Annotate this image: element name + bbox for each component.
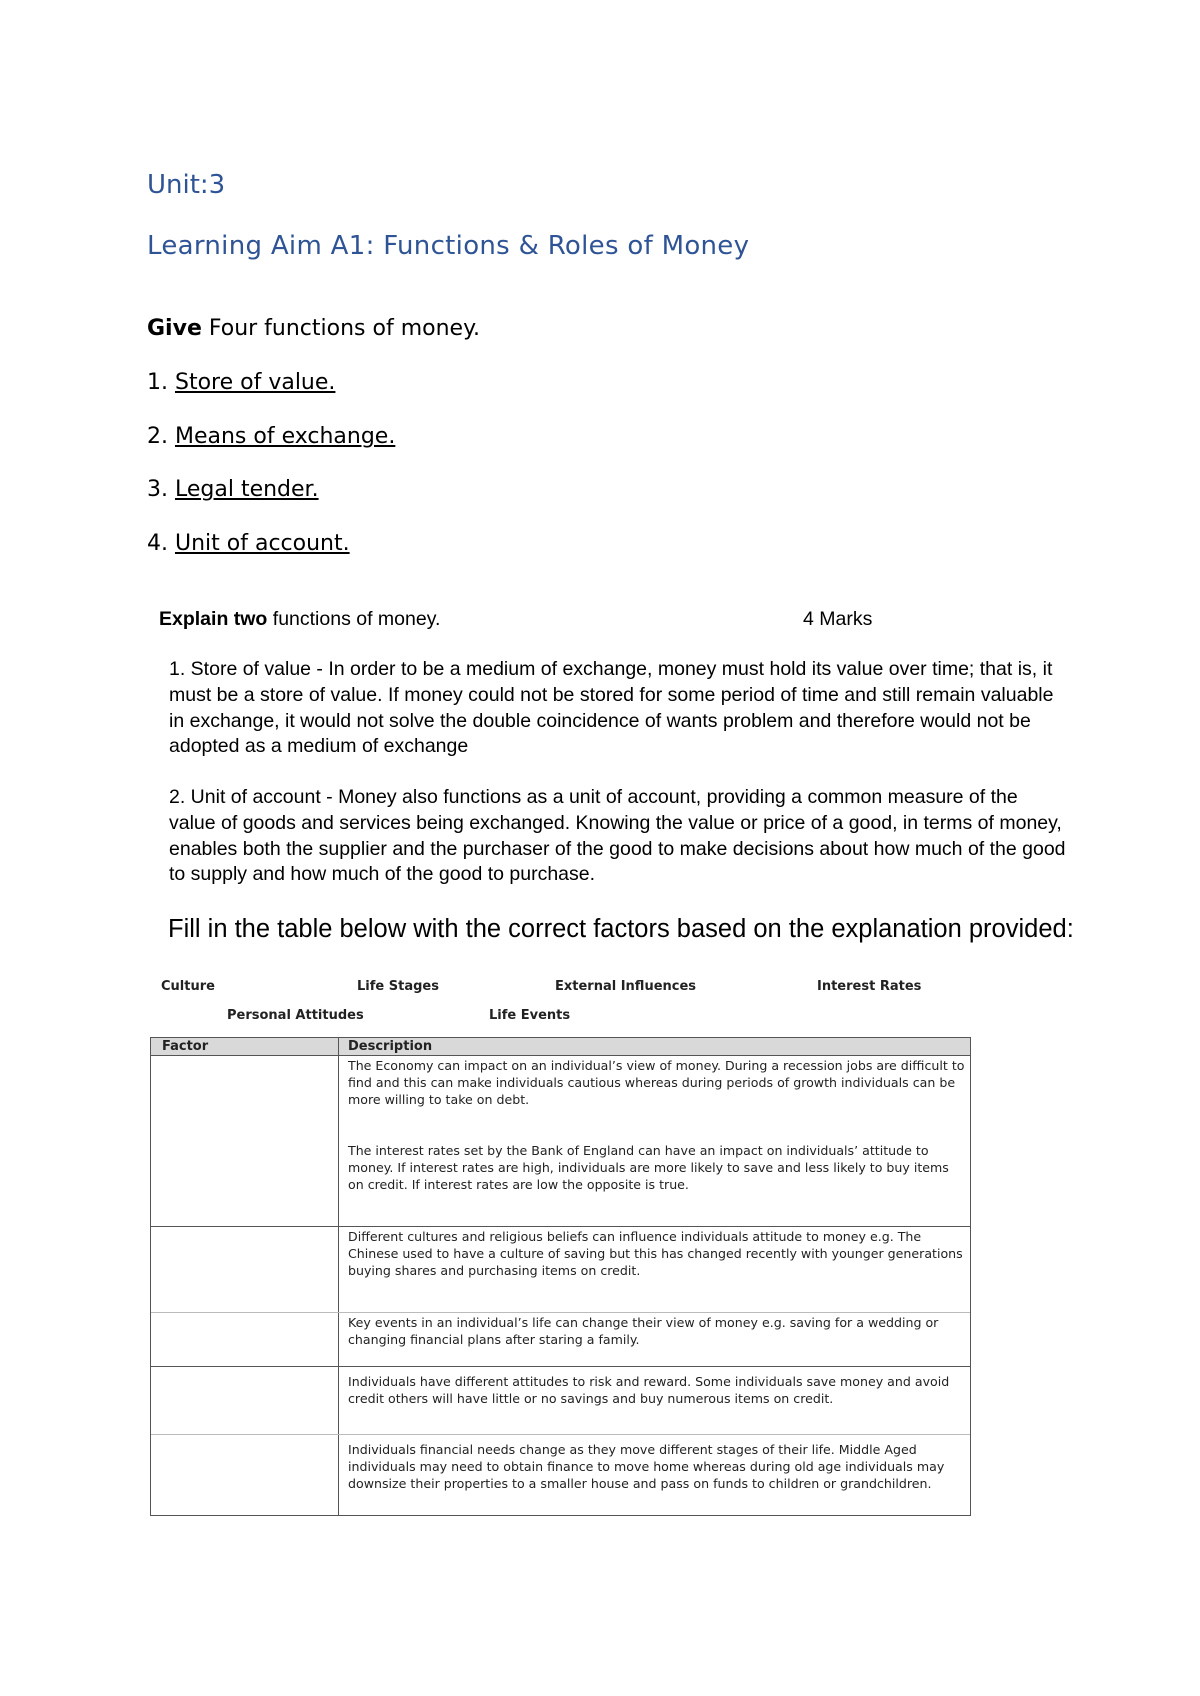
- question-lead: Explain two: [159, 608, 268, 630]
- table-description-cell: Individuals financial needs change as they move different stages of their life. Middle Aged individuals may need to obtain finance to move home whereas during old age individuals may downsize their properties to a smaller house and pass on funds to children or grandchildren.: [348, 1442, 945, 1491]
- task-heading: Fill in the table below with the correct factors based on the explanation provided:: [168, 915, 1074, 943]
- table-description-cell: Different cultures and religious beliefs can influence individuals attitude to money e.g. The Chinese used to have a culture of saving but this has changed recently with younger generations buying shares and purchasing items on credit.: [348, 1229, 963, 1278]
- question-give-four-functions: [147, 316, 480, 341]
- header-description: Description: [348, 1039, 433, 1054]
- table-description-cell: The interest rates set by the Bank of England can have an impact on individuals’ attitude to money. If interest rates are high, individuals are more likely to save and less likely to buy items on credit. If interest rates are low the opposite is true.: [348, 1143, 949, 1192]
- answer-item: [147, 370, 335, 395]
- row-divider: [151, 1366, 970, 1367]
- question-explain-two-functions: [159, 608, 899, 631]
- row-divider: [151, 1434, 970, 1435]
- learning-aim-heading: Learning Aim A1: Functions & Roles of Money: [147, 231, 750, 261]
- question-lead: Give: [147, 316, 202, 341]
- factor-option: Life Stages: [357, 979, 439, 994]
- factor-option: Life Events: [489, 1008, 571, 1023]
- marks-label: 4 Marks: [803, 608, 873, 630]
- answer-paragraph-unit-of-account: 2. Unit of account - Money also functions as a unit of account, providing a common measure of the value of goods and services being exchanged. Knowing the value or price of a good, in terms of money, enables both the supplier and the purchaser of the good to make decisions about how much of the good to supply and how much of the good to purchase.: [169, 786, 1066, 886]
- answer-text: Store of value.: [174, 370, 336, 395]
- factor-option: External Influences: [555, 979, 697, 994]
- answer-item: [147, 477, 319, 502]
- answer-text: Legal tender.: [174, 477, 319, 502]
- answer-item: [147, 531, 350, 556]
- answer-number: 2.: [147, 424, 175, 449]
- unit-heading: Unit:3: [147, 170, 226, 200]
- factor-option: Interest Rates: [817, 979, 922, 994]
- row-divider: [151, 1312, 970, 1313]
- header-factor: Factor: [162, 1039, 209, 1054]
- table-description-cell: The Economy can impact on an individual’s view of money. During a recession jobs are difficult to find and this can make individuals cautious whereas during periods of growth individuals can be more willing to take on debt.: [348, 1058, 965, 1107]
- factor-option: Personal Attitudes: [227, 1008, 364, 1023]
- table-description-cell: Key events in an individual’s life can change their view of money e.g. saving for a wedding or changing financial plans after staring a family.: [348, 1315, 939, 1347]
- factors-table: [150, 1037, 971, 1516]
- column-divider: [338, 1038, 339, 1515]
- answer-text: Unit of account.: [174, 531, 350, 556]
- answer-paragraph-store-of-value: 1. Store of value - In order to be a medium of exchange, money must hold its value over time; that is, it must be a store of value. If money could not be stored for some period of time and still remain valuable in exchange, it would not solve the double coincidence of wants problem and therefore would not be adopted as a medium of exchange: [169, 658, 1054, 758]
- question-text: Four functions of money.: [201, 316, 480, 341]
- question-text: functions of money.: [267, 608, 441, 630]
- table-header-row: [151, 1038, 970, 1056]
- answer-number: 3.: [147, 477, 175, 502]
- answer-item: [147, 424, 395, 449]
- factor-option: Culture: [161, 979, 215, 994]
- table-description-cell: Individuals have different attitudes to risk and reward. Some individuals save money and avoid credit others will have little or no savings and buy numerous items on credit.: [348, 1374, 950, 1406]
- row-divider: [151, 1226, 970, 1227]
- answer-number: 4.: [147, 531, 175, 556]
- answer-text: Means of exchange.: [174, 424, 396, 449]
- answer-number: 1.: [147, 370, 175, 395]
